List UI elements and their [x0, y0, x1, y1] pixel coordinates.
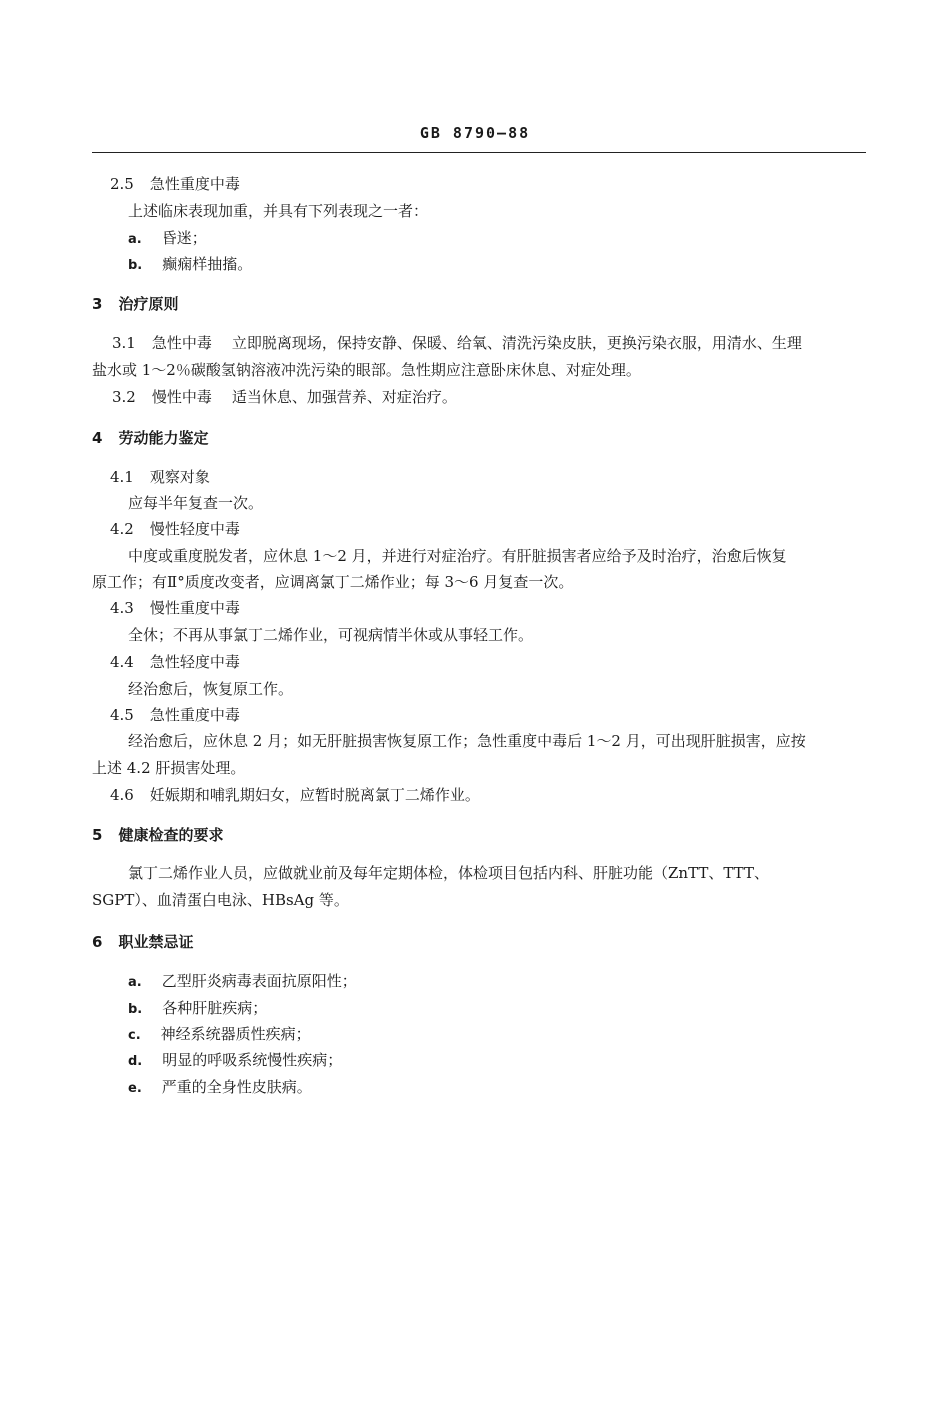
- header-rule: [92, 152, 866, 153]
- subsection-2-5-heading: [110, 174, 240, 194]
- list-item: [128, 998, 267, 1020]
- paragraph-text: 妊娠期和哺乳期妇女，应暂时脱离氯丁二烯作业。: [149, 786, 480, 804]
- paragraph-text: 经治愈后，应休息 2 月；如无肝脏损害恢复原工作；急性重度中毒后 1～2 月，可出现肝脏损害，应按: [128, 732, 806, 750]
- list-item-label: d.: [128, 1054, 143, 1069]
- subsection-number: 2.5: [110, 175, 134, 193]
- list-item-text: 神经系统器质性疾病；: [160, 1025, 311, 1043]
- paragraph-text: 应每半年复查一次。: [128, 494, 264, 512]
- list-item-label: a.: [128, 232, 142, 247]
- section-number: 5: [92, 826, 103, 844]
- section-title: 治疗原则: [118, 295, 179, 313]
- paragraph-text: 氯丁二烯作业人员，应做就业前及每年定期体检，体检项目包括内科、肝脏功能（ZnTT、TTT、: [128, 864, 769, 882]
- subsection-title: 急性重度中毒: [149, 175, 240, 193]
- subsection-title: 急性重度中毒: [149, 706, 240, 724]
- subsection-title: 慢性重度中毒: [149, 599, 240, 617]
- list-item: [128, 228, 207, 250]
- subsection-title: 观察对象: [149, 468, 210, 486]
- list-item-label: b.: [128, 258, 143, 273]
- paragraph-3-1: [112, 333, 802, 353]
- subsection-4-4-heading: [110, 652, 240, 672]
- subsection-number: 4.1: [110, 468, 134, 486]
- section-5-heading: [92, 825, 223, 845]
- paragraph-text: 全休；不再从事氯丁二烯作业，可视病情半休或从事轻工作。: [128, 626, 534, 644]
- list-item: [128, 1077, 312, 1099]
- section-3-heading: [92, 294, 178, 314]
- paragraph-continuation: SGPT）、血清蛋白电泳、HBsAg 等。: [92, 891, 349, 909]
- section-number: 3: [92, 295, 103, 313]
- list-item-text: 癫痫样抽搐。: [162, 255, 253, 273]
- paragraph-3-2: [112, 387, 457, 407]
- paragraph-text: 立即脱离现场，保持安静、保暖、给氧、清洗污染皮肤，更换污染衣服，用清水、生理: [231, 334, 802, 352]
- list-item: [128, 254, 252, 276]
- paragraph-text: 适当休息、加强营养、对症治疗。: [231, 388, 457, 406]
- list-item-text: 昏迷；: [161, 229, 207, 247]
- list-item-text: 乙型肝炎病毒表面抗原阳性；: [161, 972, 357, 990]
- subsection-4-5-heading: [110, 705, 240, 725]
- paragraph-4-6: [110, 785, 480, 805]
- subsection-number: 4.2: [110, 520, 134, 538]
- subsection-title: 急性轻度中毒: [149, 653, 240, 671]
- subsection-number: 4.6: [110, 786, 134, 804]
- section-title: 职业禁忌证: [118, 933, 194, 951]
- subsection-number: 3.1: [112, 334, 136, 352]
- paragraph-text: 经治愈后，恢复原工作。: [128, 680, 294, 698]
- subsection-title: 慢性轻度中毒: [149, 520, 240, 538]
- subsection-4-1-heading: [110, 467, 210, 487]
- subsection-number: 4.5: [110, 706, 134, 724]
- list-item-label: a.: [128, 975, 142, 990]
- list-item-text: 各种肝脏疾病；: [162, 999, 268, 1017]
- section-6-heading: [92, 932, 193, 952]
- list-item-text: 严重的全身性皮肤病。: [161, 1078, 312, 1096]
- subsection-2-5-intro: 上述临床表现加重，并具有下列表现之一者：: [128, 202, 429, 220]
- section-number: 4: [92, 429, 103, 447]
- subsection-4-2-heading: [110, 519, 240, 539]
- list-item-text: 明显的呼吸系统慢性疾病；: [162, 1051, 343, 1069]
- list-item-label: e.: [128, 1081, 142, 1096]
- list-item: [128, 1050, 342, 1072]
- subsection-title: 急性中毒: [151, 334, 212, 352]
- section-4-heading: [92, 428, 208, 448]
- section-title: 健康检查的要求: [118, 826, 224, 844]
- section-title: 劳动能力鉴定: [118, 429, 209, 447]
- list-item: [128, 971, 357, 993]
- paragraph-continuation: 盐水或 1～2％碳酸氢钠溶液冲洗污染的眼部。急性期应注意卧床休息、对症处理。: [92, 361, 641, 379]
- standard-code-header: GB 8790—88: [419, 124, 531, 142]
- subsection-4-3-heading: [110, 598, 240, 618]
- section-number: 6: [92, 933, 103, 951]
- subsection-title: 慢性中毒: [151, 388, 212, 406]
- list-item-label: c.: [128, 1028, 141, 1043]
- list-item-label: b.: [128, 1002, 143, 1017]
- subsection-number: 3.2: [112, 388, 136, 406]
- paragraph-continuation: 上述 4.2 肝损害处理。: [92, 759, 246, 777]
- paragraph-text: 中度或重度脱发者，应休息 1～2 月，并进行对症治疗。有肝脏损害者应给予及时治疗，治愈后恢复: [128, 547, 787, 565]
- list-item: [128, 1024, 311, 1046]
- subsection-number: 4.3: [110, 599, 134, 617]
- paragraph-continuation: 原工作；有Ⅱ°质度改变者，应调离氯丁二烯作业；每 3～6 月复查一次。: [92, 573, 574, 591]
- subsection-number: 4.4: [110, 653, 134, 671]
